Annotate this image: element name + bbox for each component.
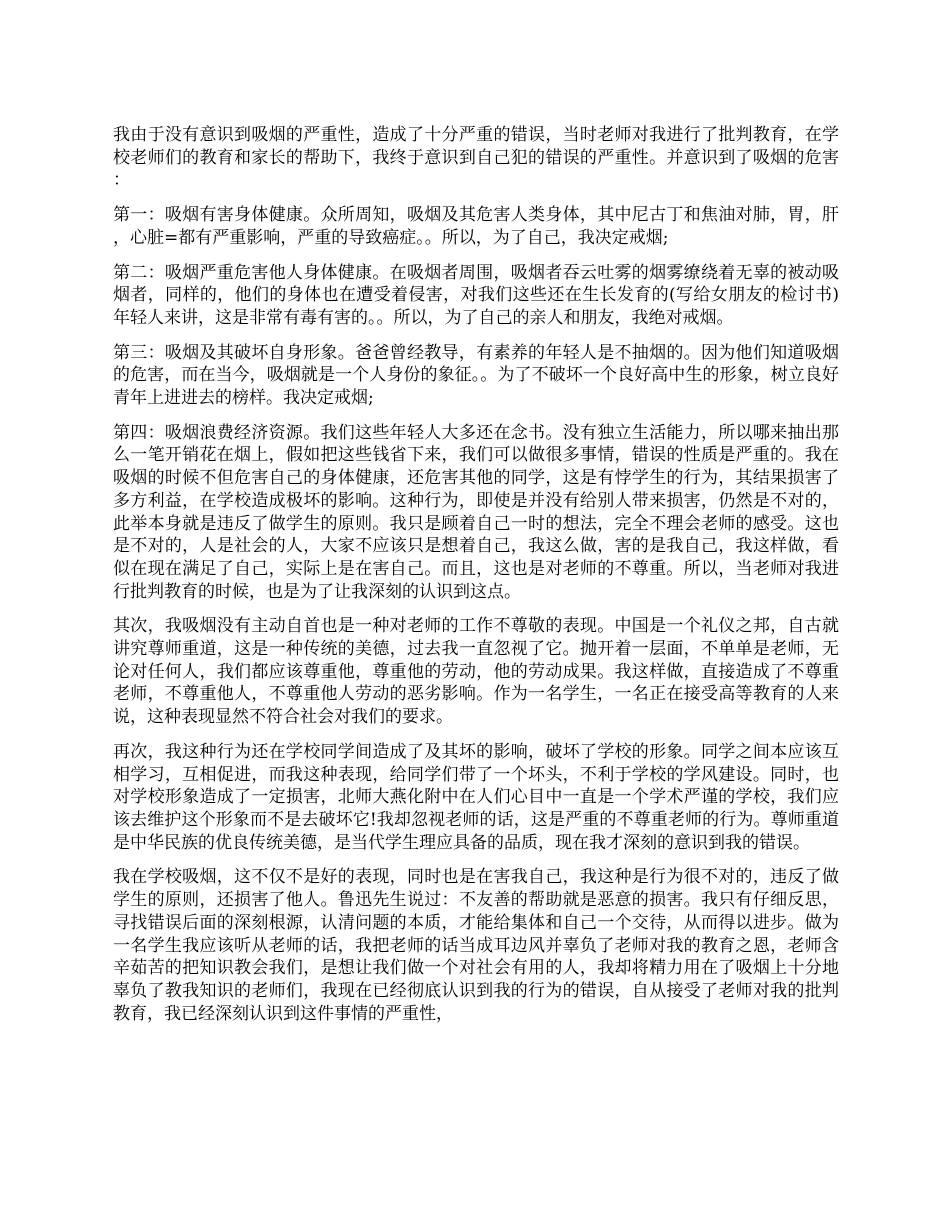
document-page	[113, 124, 839, 1037]
paragraph-fourth-point: 第四：吸烟浪费经济资源。我们这些年轻人大多还在念书。没有独立生活能力，所以哪来抽出那么一笔开销花在烟上，假如把这些钱省下来，我们可以做很多事情，错误的性质是严重的。我在吸烟的时候不但危害自己的身体健康，还危害其他的同学，这是有悖学生的行为，其结果损害了多方利益，在学校造成极坏的影响。这种行为，即使是并没有给别人带来损害，仍然是不对的，此举本身就是违反了做学生的原则。我只是顾着自己一时的想法，完全不理会老师的感受。这也是不对的，人是社会的人，大家不应该只是想着自己，我这么做，害的是我自己，我这样做，看似在现在满足了自己，实际上是在害自己。而且，这也是对老师的不尊重。所以，当老师对我进行批判教育的时候，也是为了让我深刻的认识到这点。	[113, 422, 839, 602]
paragraph-second-point: 第二：吸烟严重危害他人身体健康。在吸烟者周围，吸烟者吞云吐雾的烟雾缭绕着无辜的被动吸烟者，同样的，他们的身体也在遭受着侵害，对我们这些还在生长发育的(写给女朋友的检讨书)年轻人来讲，这是非常有毒有害的。。所以，为了自己的亲人和朋友，我绝对戒烟。	[113, 262, 839, 328]
paragraph-secondly: 其次，我吸烟没有主动自首也是一种对老师的工作不尊敬的表现。中国是一个礼仪之邦，自古就讲究尊师重道，这是一种传统的美德，过去我一直忽视了它。抛开着一层面，不单单是老师，无论对任何人，我们都应该尊重他，尊重他的劳动，他的劳动成果。我这样做，直接造成了不尊重老师，不尊重他人，不尊重他人劳动的恶劣影响。作为一名学生，一名正在接受高等教育的人来说，这种表现显然不符合社会对我们的要求。	[113, 616, 839, 728]
paragraph-thirdly: 再次，我这种行为还在学校同学间造成了及其坏的影响，破坏了学校的形象。同学之间本应该互相学习，互相促进，而我这种表现，给同学们带了一个坏头，不利于学校的学风建设。同时，也对学校形象造成了一定损害，北师大燕化附中在人们心目中一直是一个学术严谨的学校，我们应该去维护这个形象而不是去破坏它!我却忽视老师的话，这是严重的不尊重老师的行为。尊师重道是中华民族的优良传统美德，是当代学生理应具备的品质，现在我才深刻的意识到我的错误。	[113, 741, 839, 853]
paragraph-conclusion: 我在学校吸烟，这不仅不是好的表现，同时也是在害我自己，我这种是行为很不对的，违反了做学生的原则，还损害了他人。鲁迅先生说过：不友善的帮助就是恶意的损害。我只有仔细反思，寻找错误后面的深刻根源，认清问题的本质，才能给集体和自己一个交待，从而得以进步。做为一名学生我应该听从老师的话，我把老师的话当成耳边风并辜负了老师对我的教育之恩，老师含辛茹苦的把知识教会我们，是想让我们做一个对社会有用的人，我却将精力用在了吸烟上十分地辜负了教我知识的老师们，我现在已经彻底认识到我的行为的错误，自从接受了老师对我的批判教育，我已经深刻认识到这件事情的严重性，	[113, 867, 839, 1024]
paragraph-intro: 我由于没有意识到吸烟的严重性，造成了十分严重的错误，当时老师对我进行了批判教育，在学校老师们的教育和家长的帮助下，我终于意识到自己犯的错误的严重性。并意识到了吸烟的危害：	[113, 125, 839, 191]
paragraph-first-point: 第一：吸烟有害身体健康。众所周知，吸烟及其危害人类身体，其中尼古丁和焦油对肺，胃，肝，心脏=都有严重影响，严重的导致癌症。。所以，为了自己，我决定戒烟;	[113, 205, 839, 248]
paragraph-third-point: 第三：吸烟及其破坏自身形象。爸爸曾经教导，有素养的年轻人是不抽烟的。因为他们知道吸烟的危害，而在当今，吸烟就是一个人身份的象征。。为了不破坏一个良好高中生的形象，树立良好青年上进进去的榜样。我决定戒烟;	[113, 342, 839, 409]
